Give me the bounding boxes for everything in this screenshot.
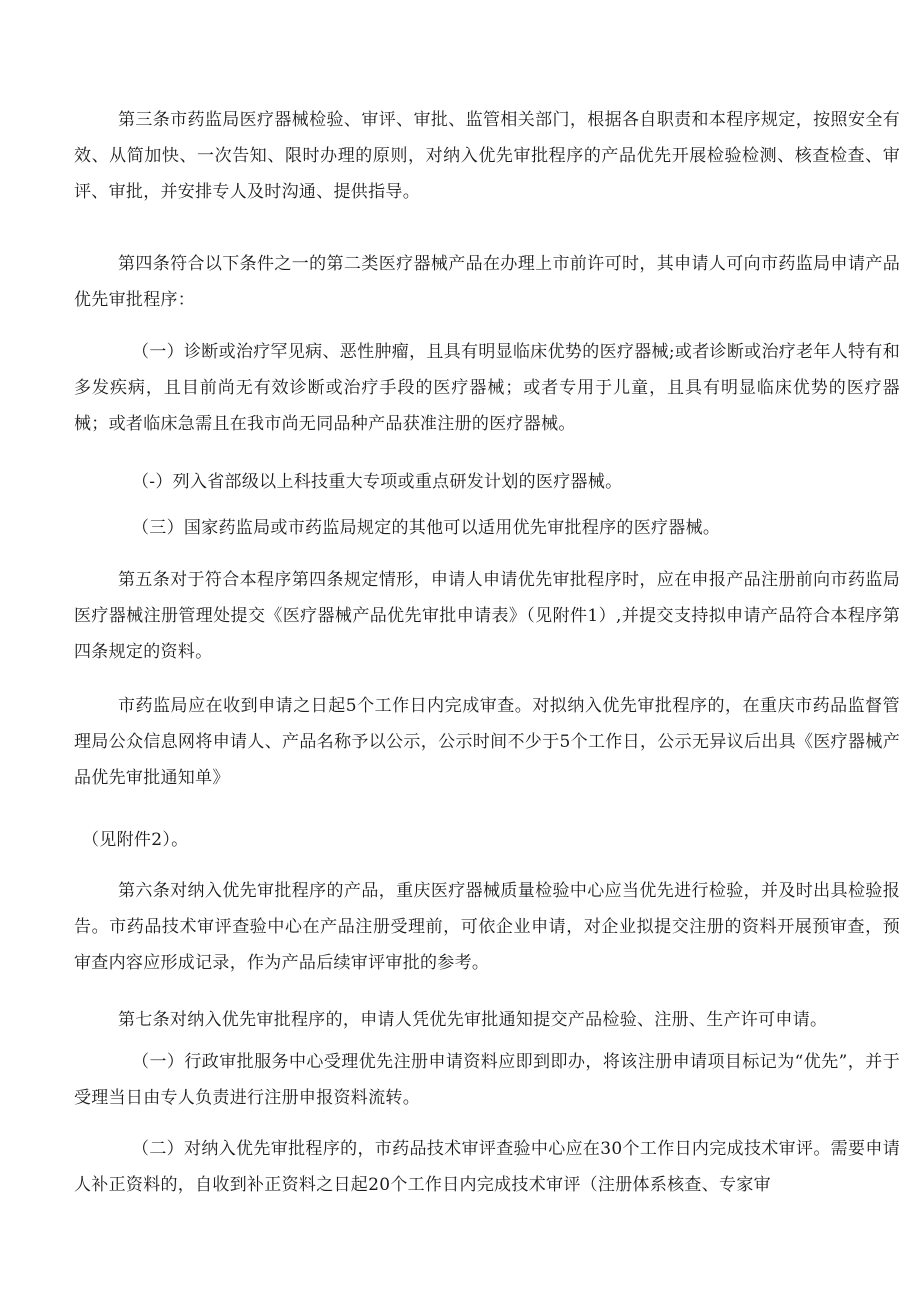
paragraph-article-4-item-1: （一）诊断或治疗罕见病、恶性肿瘤，且具有明显临床优势的医疗器械;或者诊断或治疗老年人特有和多发疾病，且目前尚无有效诊断或治疗手段的医疗器械；或者专用于儿童，且具有明显临床优势的医疗器械；或者临床急需且在我市尚无同品种产品获准注册的医疗器械。 (74, 342, 900, 434)
paragraph-article-7: 第七条对纳入优先审批程序的，申请人凭优先审批通知提交产品检验、注册、生产许可申请。 (118, 1010, 828, 1030)
paragraph-article-5-attachment: （见附件2）。 (82, 830, 189, 850)
paragraph-article-4: 第四条符合以下条件之一的第二类医疗器械产品在办理上市前许可时，其申请人可向市药监局申请产品优先审批程序： (74, 254, 900, 310)
paragraph-article-7-item-1: （一）行政审批服务中心受理优先注册申请资料应即到即办，将该注册申请项目标记为“优先”，并于受理当日由专人负责进行注册申报资料流转。 (74, 1052, 900, 1108)
paragraph-article-5-review: 市药监局应在收到申请之日起5个工作日内完成审查。对拟纳入优先审批程序的，在重庆市药品监督管理局公众信息网将申请人、产品名称予以公示，公示时间不少于5个工作日，公示无异议后出具《医疗器械产品优先审批通知单》 (74, 696, 900, 788)
paragraph-article-5: 第五条对于符合本程序第四条规定情形，申请人申请优先审批程序时，应在申报产品注册前向市药监局医疗器械注册管理处提交《医疗器械产品优先审批申请表》（见附件1）,并提交支持拟申请产品符合本程序第四条规定的资料。 (74, 570, 900, 662)
paragraph-article-4-item-2: （-）列入省部级以上科技重大专项或重点研发计划的医疗器械。 (132, 472, 623, 492)
paragraph-article-6: 第六条对纳入优先审批程序的产品，重庆医疗器械质量检验中心应当优先进行检验，并及时出具检验报告。市药品技术审评查验中心在产品注册受理前，可依企业申请，对企业拟提交注册的资料开展预审查，预审查内容应形成记录，作为产品后续审评审批的参考。 (74, 881, 900, 973)
paragraph-article-3: 第三条市药监局医疗器械检验、审评、审批、监管相关部门，根据各自职责和本程序规定，按照安全有效、从简加快、一次告知、限时办理的原则，对纳入优先审批程序的产品优先开展检验检测、核查检查、审评、审批，并安排专人及时沟通、提供指导。 (74, 110, 900, 202)
paragraph-article-4-item-3: （三）国家药监局或市药监局规定的其他可以适用优先审批程序的医疗器械。 (132, 518, 721, 538)
paragraph-article-7-item-2: （二）对纳入优先审批程序的，市药品技术审评查验中心应在30个工作日内完成技术审评。需要申请人补正资料的，自收到补正资料之日起20个工作日内完成技术审评（注册体系核查、专家审 (74, 1139, 900, 1195)
